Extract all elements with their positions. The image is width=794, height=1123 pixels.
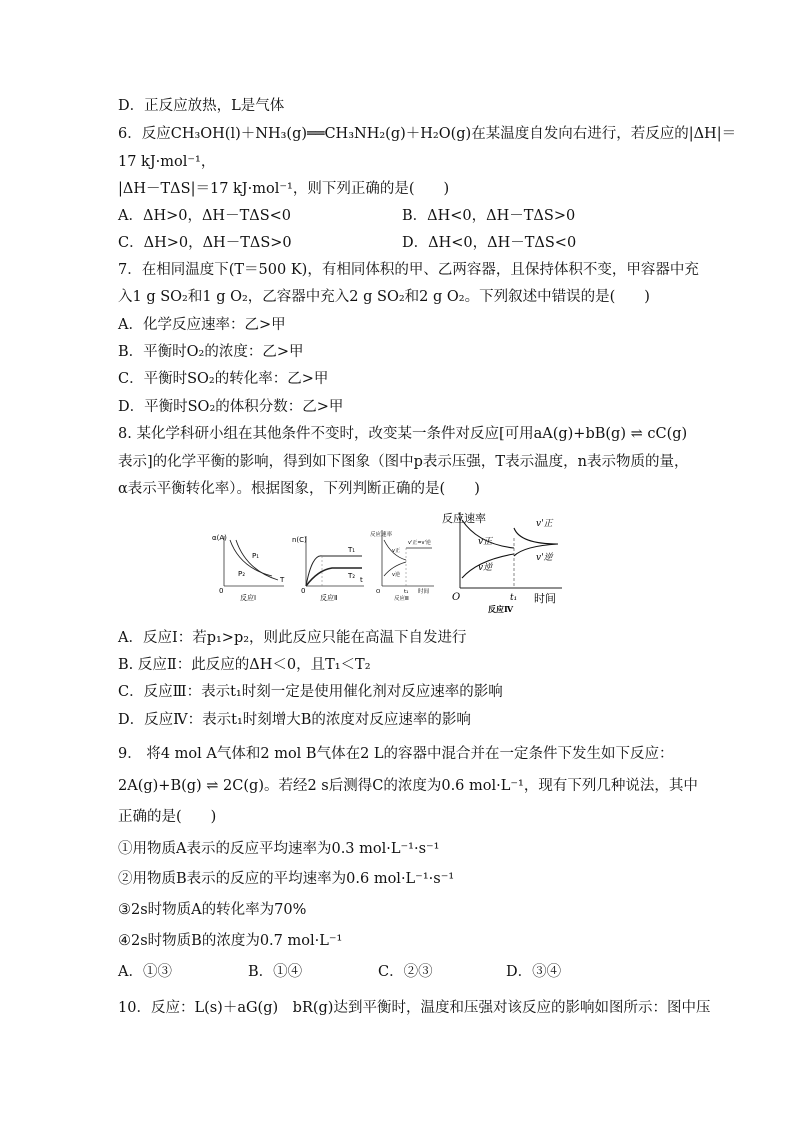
q6-option-b: B．ΔH<0，ΔH－TΔS>0 <box>402 208 576 224</box>
q9-stem-line2: 2A(g)+B(g) ⇌ 2C(g)。若经2 s后测得C的浓度为0.6 mol·L⁻¹，现有下列几种说法，其中 <box>118 778 698 794</box>
fig4-vpf-label: v'正 <box>536 519 553 529</box>
q7-option-b: B．平衡时O₂的浓度：乙>甲 <box>118 344 304 360</box>
q7-stem-line2: 入1 g SO₂和1 g O₂，乙容器中充入2 g SO₂和2 g O₂。下列叙述中错误的是( ) <box>118 289 650 305</box>
fig3-caption: 反应Ⅲ <box>394 596 409 602</box>
q8-option-a: A．反应Ⅰ：若p₁>p₂，则此反应只能在高温下自发进行 <box>118 630 467 646</box>
fig4-vrev-label: v逆 <box>478 563 493 573</box>
q7-stem-line1: 7．在相同温度下(T＝500 K)，有相同体积的甲、乙两容器，且保持体积不变，甲容器中充 <box>118 262 699 278</box>
q9-stem-line1: 9． 将4 mol A气体和2 mol B气体在2 L的容器中混合并在一定条件下发生如下反应： <box>118 746 674 762</box>
fig4-vfwd-label: v正 <box>478 537 493 547</box>
q9-option-b: B．①④ <box>248 964 303 980</box>
fig2-caption: 反应Ⅱ <box>320 594 338 602</box>
q9-statement-1: ①用物质A表示的反应平均速率为0.3 mol·L⁻¹·s⁻¹ <box>118 841 440 857</box>
q9-option-c: C．②③ <box>378 964 433 980</box>
fig1-p1-label: P₁ <box>252 552 260 560</box>
fig4-t1-label: t₁ <box>510 593 518 603</box>
q6-option-a: A．ΔH>0，ΔH－TΔS<0 <box>118 208 292 224</box>
fig1-y-label: α(A) <box>212 534 227 542</box>
fig3-vp-label: v'正=v'逆 <box>408 540 431 546</box>
q9-stem-line3: 正确的是( ) <box>118 809 217 825</box>
q7-option-a: A．化学反应速率：乙>甲 <box>118 317 286 333</box>
fig3-t1-label: t₁ <box>404 589 409 595</box>
fig1-caption: 反应Ⅰ <box>240 594 257 602</box>
figure-reaction-3 <box>370 526 436 602</box>
q10-stem-line1: 10．反应：L(s)＋aG(g) bR(g)达到平衡时，温度和压强对该反应的影响如图所示：图中压 <box>118 1000 711 1016</box>
q7-option-c: C．平衡时SO₂的转化率：乙>甲 <box>118 371 329 387</box>
fig1-origin: 0 <box>219 587 224 595</box>
figure-reaction-1 <box>210 530 288 602</box>
q6-option-d: D．ΔH<0，ΔH－TΔS<0 <box>402 235 577 251</box>
fig4-x-label: 时间 <box>534 592 556 605</box>
fig2-t1-label: T₁ <box>348 546 356 554</box>
fig3-x-label: 时间 <box>418 589 430 595</box>
fig2-origin: 0 <box>301 587 306 595</box>
fig2-y-label: n(C) <box>292 536 307 544</box>
fig1-p2-label: P₂ <box>238 570 246 578</box>
q6-option-c: C．ΔH>0，ΔH－TΔS>0 <box>118 235 292 251</box>
q9-statement-4: ④2s时物质B的浓度为0.7 mol·L⁻¹ <box>118 933 343 949</box>
fig3-origin: O <box>376 589 381 595</box>
q8-figures <box>200 508 580 613</box>
fig3-vfwd-label: v正 <box>392 548 400 554</box>
q7-option-d: D．平衡时SO₂的体积分数：乙>甲 <box>118 399 344 415</box>
figure-reaction-4 <box>438 508 564 614</box>
fig3-vrev-label: v逆 <box>392 572 400 578</box>
q8-option-d: D．反应Ⅳ：表示t₁时刻增大B的浓度对反应速率的影响 <box>118 712 471 728</box>
q8-stem-line2: 表示]的化学平衡的影响，得到如下图象（图中p表示压强，T表示温度，n表示物质的量， <box>118 454 689 470</box>
fig4-y-label-text: 反应速率 <box>442 512 486 525</box>
q8-stem-line3: α表示平衡转化率）。根据图象，下列判断正确的是( ) <box>118 481 480 497</box>
fig3-y-label: 反应速率 <box>370 532 393 538</box>
fig4-y-label <box>442 511 486 525</box>
q6-stem-line1: 6．反应CH₃OH(l)＋NH₃(g)══CH₃NH₂(g)＋H₂O(g)在某温度自发向右进行，若反应的|ΔH|＝ <box>118 126 737 142</box>
q8-option-c: C．反应Ⅲ：表示t₁时刻一定是使用催化剂对反应速率的影响 <box>118 684 503 700</box>
q9-statement-2: ②用物质B表示的反应的平均速率为0.6 mol·L⁻¹·s⁻¹ <box>118 871 455 887</box>
q8-stem-line1: 8. 某化学科研小组在其他条件不变时，改变某一条件对反应[可用aA(g)+bB(g) ⇌ cC(g) <box>118 426 688 442</box>
q9-statement-3: ③2s时物质A的转化率为70% <box>118 902 307 918</box>
q9-option-a: A．①③ <box>118 964 172 980</box>
q9-option-d: D．③④ <box>506 964 562 980</box>
q6-stem-line3: |ΔH－TΔS|＝17 kJ·mol⁻¹，则下列正确的是( ) <box>118 181 450 197</box>
fig4-origin: O <box>452 592 461 603</box>
q5-option-d: D．正反应放热，L是气体 <box>118 98 285 114</box>
q8-option-b: B. 反应Ⅱ：此反应的ΔH＜0，且T₁＜T₂ <box>118 657 371 673</box>
figure-reaction-2 <box>292 530 368 602</box>
fig2-x-label: t <box>360 576 363 584</box>
fig1-x-label: T <box>280 576 285 584</box>
fig4-caption: 反应Ⅳ <box>488 604 514 614</box>
fig4-vpr-label: v'逆 <box>536 553 553 563</box>
q6-stem-line2: 17 kJ·mol⁻¹， <box>118 154 216 170</box>
fig2-t2-label: T₂ <box>348 572 356 580</box>
